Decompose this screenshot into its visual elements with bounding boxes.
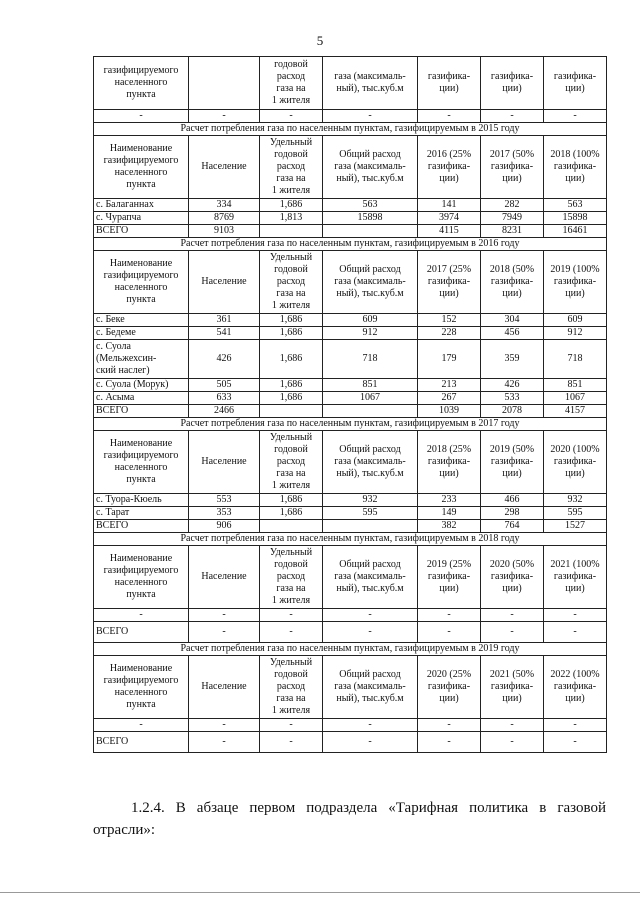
dash-cell: - <box>94 110 189 123</box>
value-cell: 334 <box>189 199 260 212</box>
section-title: Расчет потребления газа по населенным пунктам, газифицируемым в 2016 году <box>94 238 607 251</box>
value-cell: 1,686 <box>260 340 323 379</box>
total-value: 382 <box>418 520 481 533</box>
total-value: 16461 <box>544 225 607 238</box>
value-cell: - <box>544 609 607 622</box>
value-cell: 233 <box>418 494 481 507</box>
header-year: 2017 (25% газифика- ции) <box>418 251 481 314</box>
header-year: 2022 (100% газифика- ции) <box>544 656 607 719</box>
value-cell: - <box>260 719 323 732</box>
settlement-name: с. Тарат <box>94 507 189 520</box>
total-row <box>94 520 607 533</box>
header-row <box>94 136 607 199</box>
value-cell: - <box>323 609 418 622</box>
section-title: Расчет потребления газа по населенным пунктам, газифицируемым в 2018 году <box>94 533 607 546</box>
header-total: Общий расход газа (максималь- ный), тыс.куб.м <box>323 431 418 494</box>
header-total: Общий расход газа (максималь- ный), тыс.куб.м <box>323 251 418 314</box>
total-value: 1527 <box>544 520 607 533</box>
header-specific: Удельный годовой расход газа на 1 жителя <box>260 136 323 199</box>
value-cell: 426 <box>481 379 544 392</box>
header-row <box>94 656 607 719</box>
value-cell: - <box>189 719 260 732</box>
value-cell: 15898 <box>323 212 418 225</box>
total-value: - <box>189 622 260 643</box>
total-value: - <box>544 732 607 753</box>
section-title-row <box>94 123 607 136</box>
value-cell: - <box>260 609 323 622</box>
value-cell: 912 <box>544 327 607 340</box>
value-cell: 1,686 <box>260 327 323 340</box>
fragment-cell: газифика- ции) <box>544 57 607 110</box>
value-cell: 298 <box>481 507 544 520</box>
value-cell: 609 <box>544 314 607 327</box>
value-cell: 609 <box>323 314 418 327</box>
value-cell: - <box>544 719 607 732</box>
value-cell: 15898 <box>544 212 607 225</box>
total-value: 2078 <box>481 405 544 418</box>
dash-cell: - <box>481 110 544 123</box>
header-specific: Удельный годовой расход газа на 1 жителя <box>260 546 323 609</box>
fragment-cell: газифика- ции) <box>418 57 481 110</box>
header-name: Наименование газифицируемого населенного пункта <box>94 431 189 494</box>
total-value: 8231 <box>481 225 544 238</box>
table-row <box>94 392 607 405</box>
total-row <box>94 732 607 753</box>
value-cell: 505 <box>189 379 260 392</box>
settlement-name: с. Суола (Морук) <box>94 379 189 392</box>
value-cell: 152 <box>418 314 481 327</box>
header-specific: Удельный годовой расход газа на 1 жителя <box>260 656 323 719</box>
section-title-row <box>94 533 607 546</box>
total-label: ВСЕГО <box>94 520 189 533</box>
footer-rule <box>0 892 640 893</box>
header-year: 2016 (25% газифика- ции) <box>418 136 481 199</box>
value-cell: 179 <box>418 340 481 379</box>
total-value <box>260 225 323 238</box>
total-value: - <box>260 622 323 643</box>
value-cell: 228 <box>418 327 481 340</box>
total-value: - <box>418 732 481 753</box>
total-value <box>323 405 418 418</box>
value-cell: 456 <box>481 327 544 340</box>
total-label: ВСЕГО <box>94 622 189 643</box>
value-cell: 304 <box>481 314 544 327</box>
value-cell: 932 <box>323 494 418 507</box>
header-population: Население <box>189 656 260 719</box>
header-total: Общий расход газа (максималь- ный), тыс.куб.м <box>323 656 418 719</box>
value-cell: 213 <box>418 379 481 392</box>
fragment-cell: газа (максималь- ный), тыс.куб.м <box>323 57 418 110</box>
value-cell: 1,686 <box>260 507 323 520</box>
total-value: 4157 <box>544 405 607 418</box>
value-cell: - <box>189 609 260 622</box>
section-title: Расчет потребления газа по населенным пунктам, газифицируемым в 2017 году <box>94 418 607 431</box>
table-row <box>94 379 607 392</box>
value-cell: - <box>418 719 481 732</box>
total-value: 2466 <box>189 405 260 418</box>
total-label: ВСЕГО <box>94 732 189 753</box>
total-value: 9103 <box>189 225 260 238</box>
total-value: - <box>189 732 260 753</box>
total-value: 1039 <box>418 405 481 418</box>
section-title-row <box>94 643 607 656</box>
fragment-cell: годовой расход газа на 1 жителя <box>260 57 323 110</box>
header-year: 2021 (100% газифика- ции) <box>544 546 607 609</box>
value-cell: 282 <box>481 199 544 212</box>
settlement-name: с. Асыма <box>94 392 189 405</box>
dash-cell: - <box>418 110 481 123</box>
value-cell: 466 <box>481 494 544 507</box>
total-value <box>260 520 323 533</box>
value-cell: 1,686 <box>260 199 323 212</box>
dash-cell: - <box>544 110 607 123</box>
table-row <box>94 199 607 212</box>
value-cell: 553 <box>189 494 260 507</box>
total-value: - <box>481 622 544 643</box>
value-cell: 3974 <box>418 212 481 225</box>
value-cell: 353 <box>189 507 260 520</box>
value-cell: 267 <box>418 392 481 405</box>
table-row <box>94 609 607 622</box>
total-value <box>323 225 418 238</box>
header-row <box>94 251 607 314</box>
value-cell: 1,686 <box>260 314 323 327</box>
header-specific: Удельный годовой расход газа на 1 жителя <box>260 251 323 314</box>
value-cell: 851 <box>323 379 418 392</box>
table-row <box>94 494 607 507</box>
total-value: - <box>260 732 323 753</box>
header-year: 2018 (50% газифика- ции) <box>481 251 544 314</box>
value-cell: 718 <box>544 340 607 379</box>
total-value: 906 <box>189 520 260 533</box>
paragraph-text: 1.2.4. В абзаце первом подраздела «Тарифная политика в газовой отрасли»: <box>93 800 606 838</box>
total-value: - <box>544 622 607 643</box>
section-title-row <box>94 238 607 251</box>
value-cell: 1,686 <box>260 392 323 405</box>
fragment-cell <box>189 57 260 110</box>
dash-cell: - <box>323 110 418 123</box>
section-title-row <box>94 418 607 431</box>
settlement-name: с. Туора-Кюель <box>94 494 189 507</box>
header-year: 2018 (25% газифика- ции) <box>418 431 481 494</box>
settlement-name: с. Чурапча <box>94 212 189 225</box>
total-label: ВСЕГО <box>94 405 189 418</box>
fragment-dash-row <box>94 110 607 123</box>
value-cell: 8769 <box>189 212 260 225</box>
total-row <box>94 225 607 238</box>
total-value: - <box>323 732 418 753</box>
header-specific: Удельный годовой расход газа на 1 жителя <box>260 431 323 494</box>
table-row <box>94 212 607 225</box>
total-value <box>260 405 323 418</box>
total-value: 4115 <box>418 225 481 238</box>
header-year: 2020 (100% газифика- ции) <box>544 431 607 494</box>
value-cell: - <box>418 609 481 622</box>
table-row <box>94 719 607 732</box>
dash-cell: - <box>260 110 323 123</box>
value-cell: 426 <box>189 340 260 379</box>
header-population: Население <box>189 546 260 609</box>
value-cell: - <box>481 609 544 622</box>
value-cell: - <box>323 719 418 732</box>
settlement-name: с. Балаганнах <box>94 199 189 212</box>
value-cell: 563 <box>544 199 607 212</box>
value-cell: 359 <box>481 340 544 379</box>
settlement-name: с. Суола (Мельжехсин- ский наслег) <box>94 340 189 379</box>
value-cell: - <box>481 719 544 732</box>
value-cell: 563 <box>323 199 418 212</box>
value-cell: 361 <box>189 314 260 327</box>
table-row <box>94 340 607 379</box>
total-row <box>94 405 607 418</box>
table-row <box>94 507 607 520</box>
value-cell: 595 <box>544 507 607 520</box>
page-number: 5 <box>316 33 324 48</box>
value-cell: 718 <box>323 340 418 379</box>
header-population: Население <box>189 251 260 314</box>
value-cell: 1,813 <box>260 212 323 225</box>
settlement-name: с. Беке <box>94 314 189 327</box>
value-cell: 541 <box>189 327 260 340</box>
table-row <box>94 327 607 340</box>
header-population: Население <box>189 136 260 199</box>
settlement-name: - <box>94 609 189 622</box>
value-cell: 932 <box>544 494 607 507</box>
header-year: 2019 (50% газифика- ции) <box>481 431 544 494</box>
settlement-name: с. Бедеме <box>94 327 189 340</box>
total-value: 764 <box>481 520 544 533</box>
total-row <box>94 622 607 643</box>
value-cell: 633 <box>189 392 260 405</box>
value-cell: 851 <box>544 379 607 392</box>
value-cell: 1,686 <box>260 379 323 392</box>
value-cell: 595 <box>323 507 418 520</box>
gas-consumption-table <box>93 56 607 753</box>
fragment-cell: газифицируемого населенного пункта <box>94 57 189 110</box>
header-name: Наименование газифицируемого населенного пункта <box>94 136 189 199</box>
dash-cell: - <box>189 110 260 123</box>
header-row <box>94 546 607 609</box>
header-name: Наименование газифицируемого населенного пункта <box>94 546 189 609</box>
total-label: ВСЕГО <box>94 225 189 238</box>
value-cell: 1067 <box>323 392 418 405</box>
header-year: 2020 (50% газифика- ции) <box>481 546 544 609</box>
total-value: - <box>418 622 481 643</box>
value-cell: 149 <box>418 507 481 520</box>
total-value: - <box>481 732 544 753</box>
header-year: 2021 (50% газифика- ции) <box>481 656 544 719</box>
total-value: - <box>323 622 418 643</box>
value-cell: 533 <box>481 392 544 405</box>
section-title: Расчет потребления газа по населенным пунктам, газифицируемым в 2019 году <box>94 643 607 656</box>
value-cell: 141 <box>418 199 481 212</box>
settlement-name: - <box>94 719 189 732</box>
header-total: Общий расход газа (максималь- ный), тыс.куб.м <box>323 546 418 609</box>
value-cell: 7949 <box>481 212 544 225</box>
value-cell: 1067 <box>544 392 607 405</box>
header-total: Общий расход газа (максималь- ный), тыс.куб.м <box>323 136 418 199</box>
header-year: 2018 (100% газифика- ции) <box>544 136 607 199</box>
header-name: Наименование газифицируемого населенного пункта <box>94 656 189 719</box>
table-row <box>94 314 607 327</box>
header-row <box>94 431 607 494</box>
section-title: Расчет потребления газа по населенным пунктам, газифицируемым в 2015 году <box>94 123 607 136</box>
value-cell: 1,686 <box>260 494 323 507</box>
header-year: 2017 (50% газифика- ции) <box>481 136 544 199</box>
header-name: Наименование газифицируемого населенного пункта <box>94 251 189 314</box>
header-year: 2019 (25% газифика- ции) <box>418 546 481 609</box>
header-population: Население <box>189 431 260 494</box>
value-cell: 912 <box>323 327 418 340</box>
fragment-header-row <box>94 57 607 110</box>
header-year: 2019 (100% газифика- ции) <box>544 251 607 314</box>
total-value <box>323 520 418 533</box>
fragment-cell: газифика- ции) <box>481 57 544 110</box>
header-year: 2020 (25% газифика- ции) <box>418 656 481 719</box>
